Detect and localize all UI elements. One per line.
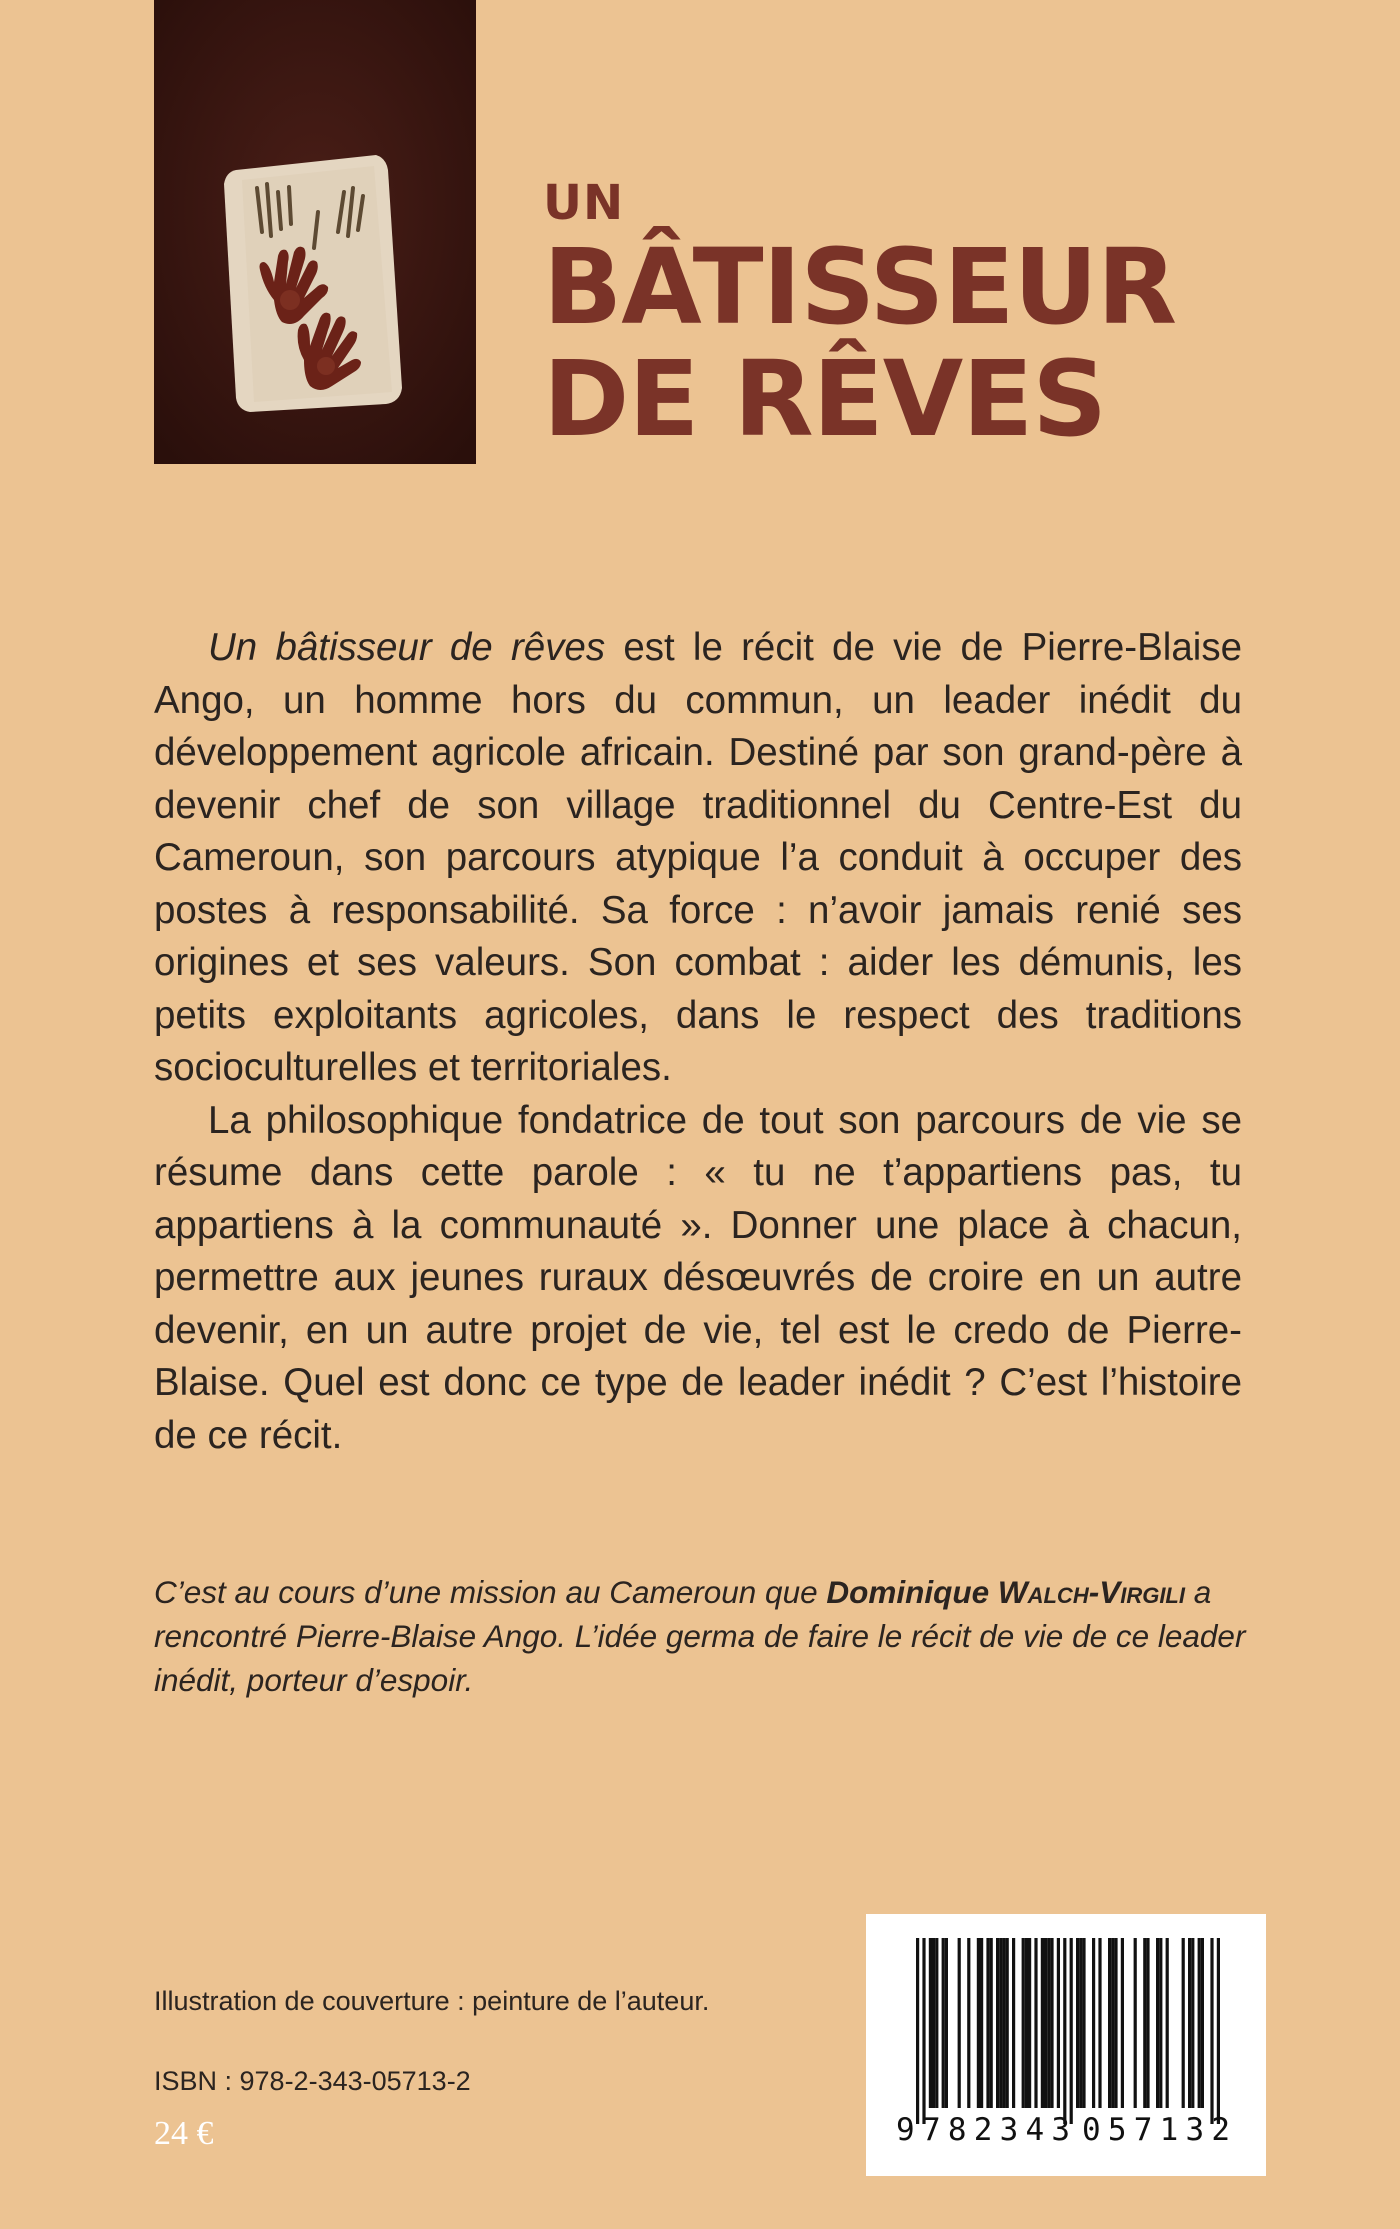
- barcode-bar: [990, 1938, 993, 2108]
- summary-paragraph-1-text: est le récit de vie de Pierre-Blaise Ango, un homme hors du commun, un leader inédit du développement agricole africain. Destiné par son grand-père à devenir chef de son village traditionnel du Centre-Est du Cameroun, son parcours atypique l’a conduit à occuper des postes à responsabilité. Sa force : n’avoir jamais renié ses origines et ses valeurs. Son combat : aider les démunis, les petits exploitants agricoles, dans le respect des traditions socioculturelles et territoriales.: [154, 626, 1242, 1089]
- barcode-bar: [986, 1938, 989, 2108]
- barcode-bar: [1098, 1938, 1101, 2108]
- barcode-right-digits: 057132: [1082, 2112, 1230, 2148]
- barcode-bar: [1159, 1938, 1162, 2108]
- cover-illustration: [154, 0, 476, 464]
- title-line-2: BÂTISSEUR: [543, 226, 1177, 348]
- barcode-bar: [1006, 1938, 1009, 2108]
- barcode-bar: [1082, 1938, 1085, 2108]
- summary-paragraph-1: [154, 622, 1242, 1095]
- barcode-first-digit: 9: [896, 2112, 915, 2148]
- barcode-bar: [1047, 1938, 1050, 2108]
- barcode-bar: [1012, 1938, 1015, 2108]
- barcode-bar: [1063, 1938, 1066, 2124]
- title-line-3: DE RÊVES: [543, 338, 1107, 460]
- barcode-bar: [1114, 1938, 1117, 2108]
- barcode-bar: [1201, 1938, 1204, 2108]
- title-line-1: UN: [543, 175, 625, 231]
- barcode-bar: [1079, 1938, 1082, 2108]
- barcode-bar: [1070, 1938, 1073, 2124]
- book-title: [543, 175, 1177, 460]
- barcode-bar: [1198, 1938, 1201, 2108]
- barcode-bar: [932, 1938, 935, 2108]
- barcode-bar: [1121, 1938, 1124, 2108]
- barcode-bar: [922, 1938, 925, 2124]
- barcode-bar: [1041, 1938, 1044, 2108]
- barcode-bar: [958, 1938, 961, 2108]
- barcode-bar: [935, 1938, 938, 2108]
- author-first-name: Dominique: [826, 1574, 990, 1610]
- barcode-bar: [1044, 1938, 1047, 2108]
- barcode-bar: [1002, 1938, 1005, 2108]
- summary-paragraph-2: La philosophique fondatrice de tout son parcours de vie se résume dans cette parole : « tu ne t’appartiens pas, tu appartiens à la communauté ». Donner une place à chacun, permettre aux jeunes ruraux désœuvrés de croire en un autre devenir, en un autre projet de vie, tel est le credo de Pierre-Blaise. Quel est donc ce type de leader inédit ? C’est l’histoire de ce récit.: [154, 1098, 1242, 1457]
- barcode-bar: [1111, 1938, 1114, 2108]
- barcode-bar: [1092, 1938, 1095, 2108]
- barcode-bar: [1191, 1938, 1194, 2108]
- barcode-bar: [996, 1938, 999, 2108]
- isbn: ISBN : 978-2-343-05713-2: [154, 2066, 471, 2096]
- summary-book-title: Un bâtisseur de rêves: [208, 626, 606, 669]
- painting-hands-icon: [154, 0, 476, 464]
- barcode-bar: [1143, 1938, 1146, 2108]
- barcode-left-digits: 782343: [922, 2112, 1070, 2148]
- barcode-bar: [942, 1938, 945, 2108]
- barcode-bar: [1022, 1938, 1025, 2108]
- illustration-credit: Illustration de couverture : peinture de l’auteur.: [154, 1986, 710, 2016]
- barcode-bar: [1166, 1938, 1169, 2108]
- barcode-bar: [1025, 1938, 1028, 2108]
- author-name: [826, 1574, 1185, 1610]
- barcode-bar: [929, 1938, 932, 2108]
- barcode-bar: [1028, 1938, 1031, 2108]
- barcode-bar: [1076, 1938, 1079, 2108]
- barcode-bar: [1210, 1938, 1213, 2124]
- barcode-bar: [1034, 1938, 1037, 2108]
- price: 24 €: [154, 2115, 214, 2152]
- author-last-name: Walch-Virgili: [997, 1574, 1185, 1610]
- barcode-bar: [999, 1938, 1002, 2108]
- barcode-bar: [1057, 1938, 1060, 2108]
- barcode: [866, 1914, 1266, 2176]
- barcode-bar: [1182, 1938, 1185, 2108]
- author-note-before: C’est au cours d’une mission au Cameroun que: [154, 1574, 827, 1610]
- author-note-after: a rencontré Pierre-Blaise Ango. L’idée germa de faire le récit de vie de ce leader inédit, porteur d’espoir.: [154, 1574, 1246, 1698]
- author-note: [154, 1570, 1246, 1702]
- barcode-bar: [1188, 1938, 1191, 2108]
- barcode-bar: [977, 1938, 980, 2108]
- barcode-bar: [1217, 1938, 1220, 2124]
- barcode-bar: [980, 1938, 983, 2108]
- barcode-bar: [916, 1938, 919, 2124]
- barcode-graphic: [866, 1914, 1266, 2176]
- barcode-bar: [945, 1938, 948, 2108]
- barcode-bar: [1146, 1938, 1149, 2108]
- barcode-bar: [1156, 1938, 1159, 2108]
- barcode-bars: [916, 1938, 1220, 2124]
- barcode-bar: [1108, 1938, 1111, 2108]
- barcode-bar: [967, 1938, 970, 2108]
- barcode-bar: [1134, 1938, 1137, 2108]
- book-summary: [154, 622, 1242, 1462]
- barcode-bar: [1050, 1938, 1053, 2108]
